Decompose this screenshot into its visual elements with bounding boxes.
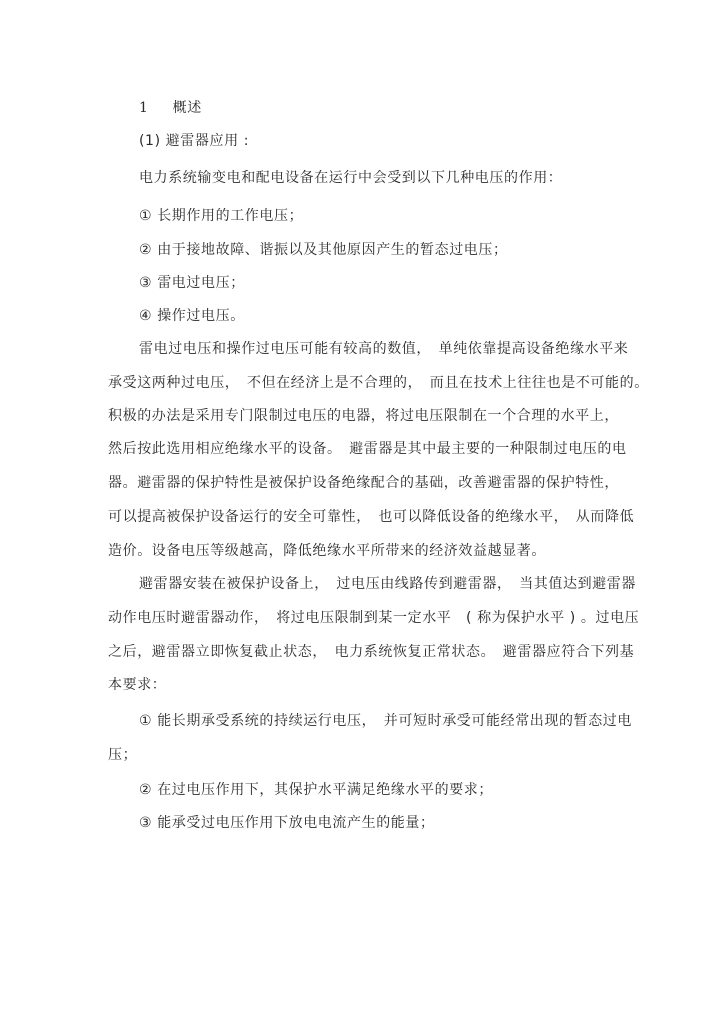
paragraph-line: 雷电过电压和操作过电压可能有较高的数值， 单纯依靠提高设备绝缘水平来 (139, 341, 629, 357)
paragraph-line: 积极的办法是采用专门限制过电压的电器，将过电压限制在一个合理的水平上， (108, 408, 619, 424)
voltage-item: ② 由于接地故障、谐振以及其他原因产生的暂态过电压； (139, 242, 508, 258)
paragraph-line: 可以提高被保护设备运行的安全可靠性， 也可以降低设备的绝缘水平， 从而降低 (108, 509, 635, 525)
requirement-item: ① 能长期承受系统的持续运行电压， 并可短时承受可能经常出现的暂态过电 (139, 713, 632, 729)
paragraph-line: 器。避雷器的保护特性是被保护设备绝缘配合的基础，改善避雷器的保护特性， (108, 475, 619, 491)
section-title: 概述 (172, 100, 202, 116)
voltage-item: ① 长期作用的工作电压； (139, 208, 304, 224)
paragraph-line: 本要求： (108, 677, 167, 693)
intro-text: 电力系统输变电和配电设备在运行中会受到以下几种电压的作用： (139, 170, 563, 186)
paragraph-line: 承受这两种过电压， 不但在经济上是不合理的， 而且在技术上往往也是不可能的。 (108, 375, 649, 391)
section-heading (139, 98, 202, 118)
paragraph-line: 避雷器安装在被保护设备上， 过电压由线路传到避雷器， 当其值达到避雷器 (139, 576, 636, 592)
section-number: 1 (139, 100, 149, 116)
requirement-item: ③ 能承受过电压作用下放电电流产生的能量； (139, 815, 435, 831)
requirement-item: ② 在过电压作用下，其保护水平满足绝缘水平的要求； (139, 782, 493, 798)
requirement-item: 压； (108, 747, 138, 763)
voltage-item: ④ 操作过电压。 (139, 308, 245, 324)
paragraph-line: 造价。设备电压等级越高，降低绝缘水平所带来的经济效益越显著。 (108, 543, 546, 559)
paragraph-line: 之后，避雷器立即恢复截止状态， 电力系统恢复正常状态。 避雷器应符合下列基 (108, 644, 635, 660)
voltage-item: ③ 雷电过电压； (139, 275, 245, 291)
paragraph-line: 然后按此选用相应绝缘水平的设备。 避雷器是其中最主要的一种限制过电压的电 (108, 441, 627, 457)
subheading: (1) 避雷器应用 : (139, 133, 250, 149)
paragraph-line: 动作电压时避雷器动作， 将过电压限制到某一定水平 ( 称为保护水平 ) 。过电压 (108, 610, 640, 626)
